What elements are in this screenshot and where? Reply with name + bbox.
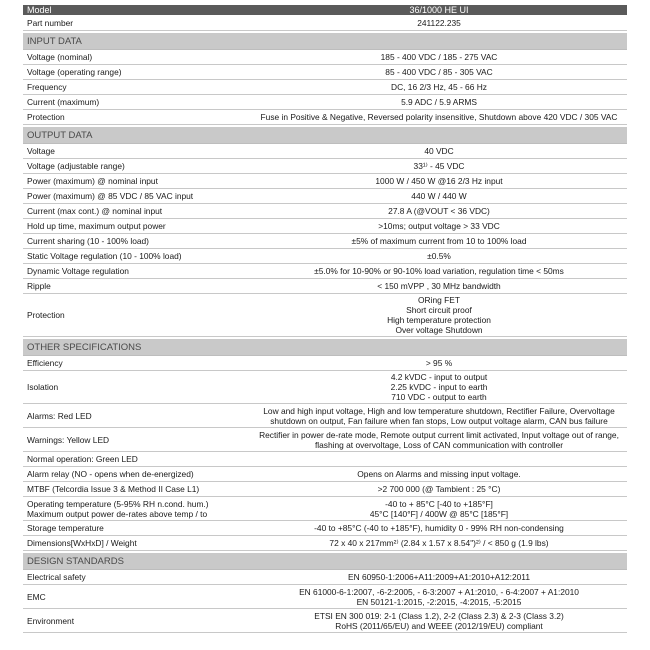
spec-label: Protection: [23, 110, 251, 125]
spec-row-isolation: [23, 371, 627, 404]
spec-value: 27.8 A (@VOUT < 36 VDC): [251, 204, 627, 219]
spec-label-line: Maximum output power de-rates above temp / to: [27, 508, 208, 519]
spec-value-line: 4.2 kVDC - input to output: [390, 372, 488, 382]
spec-label: Normal operation: Green LED: [23, 452, 251, 467]
spec-row: [23, 80, 627, 95]
spec-value: Fuse in Positive & Negative, Reversed polarity insensitive, Shutdown above 420 VDC / 305 VAC: [251, 110, 627, 125]
spec-value: 5.9 ADC / 5.9 ARMS: [251, 95, 627, 110]
spec-label: Voltage: [23, 144, 251, 159]
spec-row: [23, 159, 627, 174]
spec-label: Alarm relay (NO - opens when de-energized): [23, 467, 251, 482]
section-title: OTHER SPECIFICATIONS: [23, 339, 627, 356]
spec-value-line: 45°C [140°F] / 400W @ 85°C [185°F]: [369, 508, 509, 519]
spec-value-line: RoHS (2011/65/EU) and WEEE (2012/19/EU) compliant: [335, 620, 543, 631]
spec-value: < 150 mVPP , 30 MHz bandwidth: [251, 279, 627, 294]
spec-row: [23, 521, 627, 536]
spec-value-line: ETSI EN 300 019: 2-1 (Class 1.2), 2-2 (Class 2.3) & 2-3 (Class 3.2): [314, 610, 564, 621]
spec-row: [23, 174, 627, 189]
spec-label: Environment: [23, 609, 251, 633]
spec-value: DC, 16 2/3 Hz, 45 - 66 Hz: [251, 80, 627, 95]
spec-value: Opens on Alarms and missing input voltage.: [251, 467, 627, 482]
spec-row: [23, 219, 627, 234]
spec-label: Protection: [23, 294, 251, 337]
section-title: OUTPUT DATA: [23, 127, 627, 144]
spec-value: EN 60950-1:2006+A11:2009+A1:2010+A12:2011: [251, 570, 627, 585]
spec-value: [251, 585, 627, 609]
spec-row: [23, 144, 627, 159]
spec-label: EMC: [23, 585, 251, 609]
spec-label: Storage temperature: [23, 521, 251, 536]
spec-value-line: 710 VDC - output to earth: [391, 392, 487, 402]
spec-row: [23, 279, 627, 294]
part-number-row: [23, 16, 627, 31]
spec-value: [251, 428, 627, 452]
spec-value: [251, 404, 627, 428]
spec-value: [251, 371, 627, 404]
spec-value: [251, 294, 627, 337]
spec-label: [23, 497, 251, 521]
spec-label: Isolation: [23, 371, 251, 404]
spec-row: [23, 249, 627, 264]
spec-label: Alarms: Red LED: [23, 404, 251, 428]
spec-value-line: EN 61000-6-1:2007, -6-2:2005, - 6-3:2007 + A1:2010, - 6-4:2007 + A1:2010: [299, 586, 579, 597]
spec-row-operating-temperature: [23, 497, 627, 521]
spec-value: -40 to +85°C (-40 to +185°F), humidity 0 - 99% RH non-condensing: [251, 521, 627, 536]
spec-row: [23, 356, 627, 371]
part-number-value: 241122.235: [251, 16, 627, 31]
spec-row-environment: [23, 609, 627, 633]
spec-value-line: Rectifier in power de-rate mode, Remote output current limit activated, Input voltage out of range,: [259, 429, 619, 440]
model-label: Model: [23, 5, 251, 16]
section-other-specifications: [23, 339, 627, 356]
spec-row: [23, 234, 627, 249]
spec-value: 72 x 40 x 217mm²⁾ (2.84 x 1.57 x 8.54")²⁾ / < 850 g (1.9 lbs): [251, 536, 627, 551]
section-design-standards: [23, 553, 627, 570]
section-title: DESIGN STANDARDS: [23, 553, 627, 570]
spec-row: [23, 189, 627, 204]
spec-row: [23, 570, 627, 585]
spec-value: [251, 497, 627, 521]
spec-label: Dynamic Voltage regulation: [23, 264, 251, 279]
spec-row: [23, 204, 627, 219]
section-output-data: [23, 127, 627, 144]
spec-value: ±5.0% for 10-90% or 90-10% load variation, regulation time < 50ms: [251, 264, 627, 279]
spec-value: ±0.5%: [251, 249, 627, 264]
spec-value: [251, 452, 627, 467]
spec-row-alarms: [23, 404, 627, 428]
spec-value-line: shutdown on output, Fan failure when fan stops, Low output voltage alarm, CAN bus failure: [270, 415, 608, 426]
spec-label: Voltage (nominal): [23, 50, 251, 65]
spec-label: Current (maximum): [23, 95, 251, 110]
spec-row-emc: [23, 585, 627, 609]
spec-label: Current (max cont.) @ nominal input: [23, 204, 251, 219]
spec-label: Efficiency: [23, 356, 251, 371]
spec-value-line: -40 to + 85°C [-40 to +185°F]: [385, 498, 493, 509]
spec-value-line: High temperature protection: [387, 315, 491, 325]
spec-label: Static Voltage regulation (10 - 100% load): [23, 249, 251, 264]
spec-label: Current sharing (10 - 100% load): [23, 234, 251, 249]
spec-row-warnings: [23, 428, 627, 452]
part-number-label: Part number: [23, 16, 251, 31]
spec-row: [23, 95, 627, 110]
spec-value: 185 - 400 VDC / 185 - 275 VAC: [251, 50, 627, 65]
spec-label: Hold up time, maximum output power: [23, 219, 251, 234]
spec-label: Voltage (adjustable range): [23, 159, 251, 174]
spec-value: ±5% of maximum current from 10 to 100% load: [251, 234, 627, 249]
spec-row: [23, 264, 627, 279]
spec-label: MTBF (Telcordia Issue 3 & Method II Case L1): [23, 482, 251, 497]
spec-label: Electrical safety: [23, 570, 251, 585]
spec-value: 85 - 400 VDC / 85 - 305 VAC: [251, 65, 627, 80]
spec-row: [23, 452, 627, 467]
spec-value-line: EN 50121-1:2015, -2:2015, -4:2015, -5:2015: [356, 596, 522, 607]
spec-label-line: Operating temperature (5-95% RH n.cond. hum.): [27, 498, 209, 509]
spec-value-line: Over voltage Shutdown: [395, 325, 483, 335]
spec-value: 1000 W / 450 W @16 2/3 Hz input: [251, 174, 627, 189]
spec-row: [23, 110, 627, 125]
specifications-table: [23, 5, 627, 633]
spec-row-protection: [23, 294, 627, 337]
spec-row: [23, 482, 627, 497]
section-input-data: [23, 33, 627, 50]
model-value: 36/1000 HE UI: [251, 5, 627, 16]
spec-value: 33¹⁾ - 45 VDC: [251, 159, 627, 174]
spec-value: [251, 609, 627, 633]
spec-value-line: Low and high input voltage, High and low temperature shutdown, Rectifier Failure, Overvoltage: [263, 405, 615, 416]
spec-label: Frequency: [23, 80, 251, 95]
spec-value: >10ms; output voltage > 33 VDC: [251, 219, 627, 234]
spec-row: [23, 467, 627, 482]
spec-value-line: ORing FET: [418, 295, 460, 305]
spec-value: 440 W / 440 W: [251, 189, 627, 204]
spec-label: Ripple: [23, 279, 251, 294]
spec-value-line: Short circuit proof: [406, 305, 472, 315]
spec-value-line: 2.25 kVDC - input to earth: [390, 382, 488, 392]
datasheet: [23, 5, 627, 633]
spec-value: > 95 %: [251, 356, 627, 371]
spec-row: [23, 65, 627, 80]
spec-label: Dimensions[WxHxD] / Weight: [23, 536, 251, 551]
spec-value-line: flashing at overvoltage, Loss of CAN communication with controller: [314, 439, 564, 450]
spec-value: 40 VDC: [251, 144, 627, 159]
section-title: INPUT DATA: [23, 33, 627, 50]
spec-label: Power (maximum) @ nominal input: [23, 174, 251, 189]
spec-row: [23, 536, 627, 551]
spec-value: >2 700 000 (@ Tambient : 25 °C): [251, 482, 627, 497]
spec-row: [23, 50, 627, 65]
spec-label: Power (maximum) @ 85 VDC / 85 VAC input: [23, 189, 251, 204]
spec-label: Warnings: Yellow LED: [23, 428, 251, 452]
model-header-row: [23, 5, 627, 16]
spec-label: Voltage (operating range): [23, 65, 251, 80]
